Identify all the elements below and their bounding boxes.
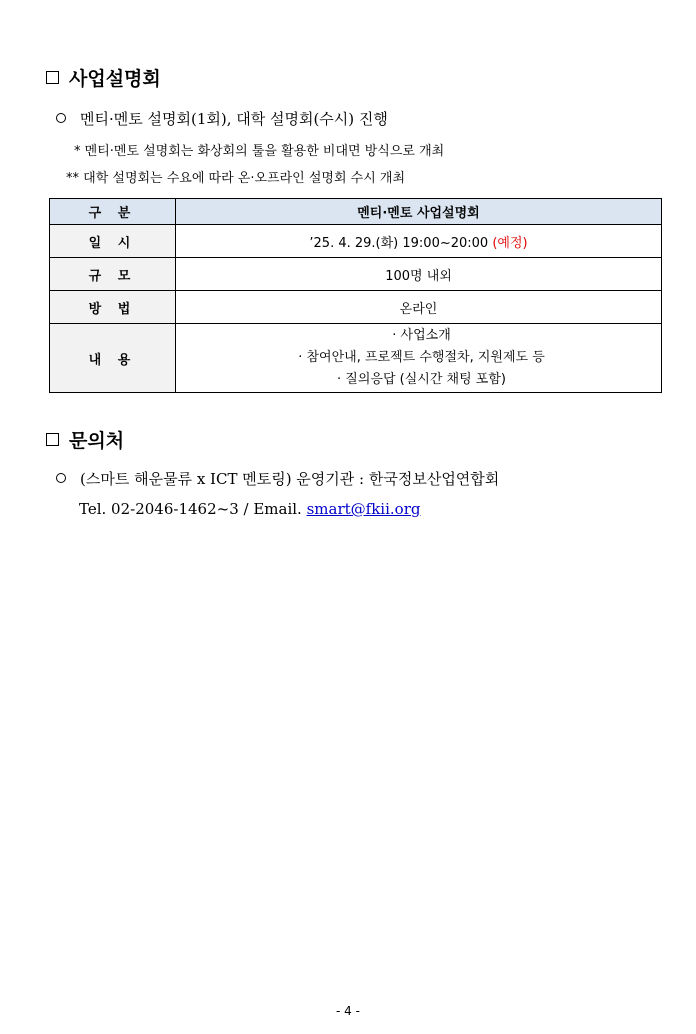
table-row	[50, 324, 662, 393]
bullet-text: (스마트 해운물류 x ICT 멘토링) 운영기관 : 한국정보산업연합회	[80, 470, 500, 488]
list-item: · 사업소개	[392, 328, 451, 343]
page-number: - 4 -	[336, 1004, 360, 1018]
table-header-value: 멘티·멘토 사업설명회	[176, 199, 662, 225]
section-heading-contact	[46, 426, 124, 453]
table-row	[50, 291, 662, 324]
bullet-item	[56, 468, 499, 489]
section-title: 문의처	[69, 430, 125, 452]
row-value-list	[176, 324, 662, 393]
row-label: 방 법	[50, 291, 176, 324]
row-value	[176, 225, 662, 258]
email-link[interactable]: smart@fkii.org	[306, 500, 421, 518]
bullet-text: 멘티·멘토 설명회(1회), 대학 설명회(수시) 진행	[80, 110, 388, 128]
circle-bullet-icon	[56, 473, 66, 483]
list-item: · 질의응답 (실시간 채팅 포함)	[337, 372, 506, 387]
section-heading-briefing	[46, 64, 161, 91]
row-label: 일 시	[50, 225, 176, 258]
table-row	[50, 225, 662, 258]
table-row	[50, 258, 662, 291]
contact-line	[79, 500, 420, 518]
table-header-label: 구 분	[50, 199, 176, 225]
circle-bullet-icon	[56, 113, 66, 123]
briefing-table	[49, 198, 662, 393]
section-title: 사업설명회	[69, 68, 161, 90]
tentative-note: (예정)	[492, 235, 528, 251]
bullet-item	[56, 108, 388, 129]
checkbox-icon	[46, 433, 59, 446]
row-label: 규 모	[50, 258, 176, 291]
row-value: 100명 내외	[176, 258, 662, 291]
table-header-row	[50, 199, 662, 225]
tel-text: Tel. 02-2046-1462~3 / Email.	[79, 500, 302, 518]
row-label: 내 용	[50, 324, 176, 393]
list-item: · 참여안내, 프로젝트 수행절차, 지원제도 등	[298, 350, 545, 365]
note-2: ** 대학 설명회는 수요에 따라 온·오프라인 설명회 수시 개최	[66, 171, 406, 186]
datetime-text: ’25. 4. 29.(화) 19:00~20:00	[309, 235, 489, 251]
row-value: 온라인	[176, 291, 662, 324]
note-1: * 멘티·멘토 설명회는 화상회의 툴을 활용한 비대면 방식으로 개최	[74, 144, 445, 159]
checkbox-icon	[46, 71, 59, 84]
